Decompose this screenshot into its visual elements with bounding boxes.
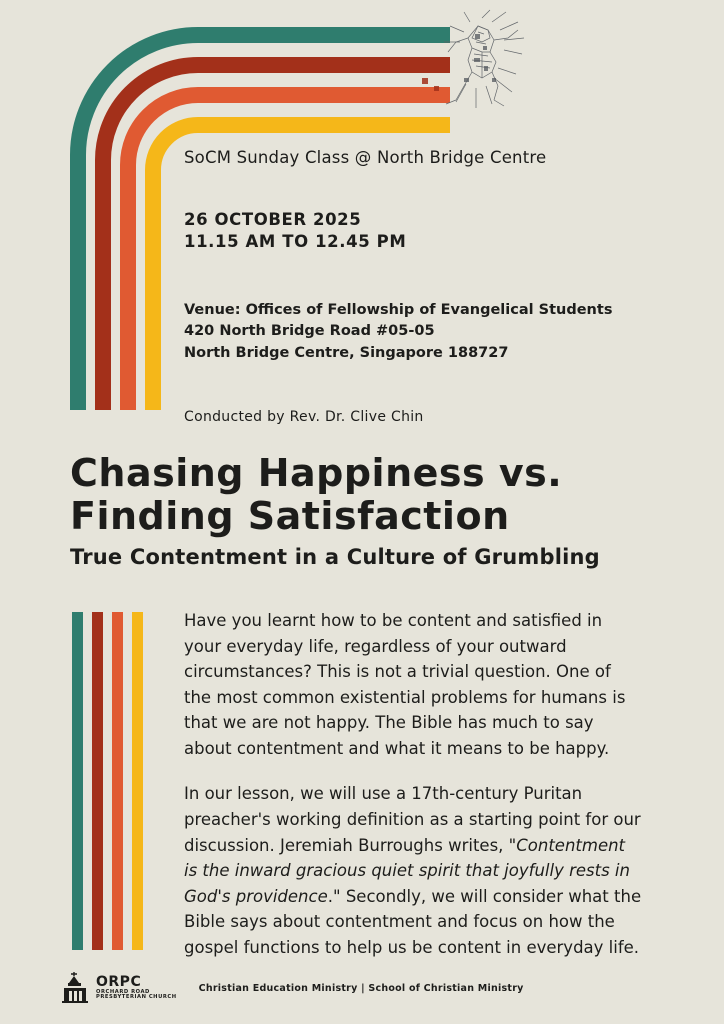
logo-name: ORPC xyxy=(96,974,142,991)
conductor-line: Conducted by Rev. Dr. Clive Chin xyxy=(184,408,424,425)
paragraph-2 xyxy=(184,781,642,960)
decorative-stripes xyxy=(72,612,143,950)
body-copy xyxy=(184,608,642,960)
stripe-teal xyxy=(72,612,83,950)
footer-note: Christian Education Ministry | School of Christian Ministry xyxy=(198,982,524,994)
event-details xyxy=(184,148,664,425)
venue-line-1: Venue: Offices of Fellowship of Evangelical Students xyxy=(184,301,613,318)
logo-subtitle-2: PRESBYTERIAN CHURCH xyxy=(96,994,177,1001)
logo-subtitle-1: ORCHARD ROAD xyxy=(96,988,150,995)
class-line: SoCM Sunday Class @ North Bridge Centre xyxy=(184,148,547,167)
paragraph-2-part-1: In our lesson, we will use a 17th-century Puritan preacher's working definition as a starting point for our discussion. Jeremiah Burroughs writes, " xyxy=(184,784,641,855)
church-logo-icon xyxy=(60,970,90,1006)
venue-block xyxy=(184,300,664,365)
stripe-yellow xyxy=(132,612,143,950)
logo-text xyxy=(96,975,177,1001)
title-block xyxy=(70,452,670,569)
runner-illustration xyxy=(420,8,540,128)
venue-line-2: 420 North Bridge Road #05-05 xyxy=(184,323,435,340)
footer xyxy=(60,970,524,1006)
event-date: 26 OCTOBER 2025 xyxy=(184,210,362,229)
page-subtitle: True Contentment in a Culture of Grumbling xyxy=(70,545,600,570)
title-line-2: Finding Satisfaction xyxy=(70,493,510,538)
burroughs-quote: Contentment is the inward gracious quiet spirit that joyfully rests in God's providence xyxy=(184,835,630,906)
paragraph-1: Have you learnt how to be content and satisfied in your everyday life, regardless of your outward circumstances? This is not a trivial question. One of the most common existential problems for humans is that we are not happy. The Bible has much to say about contentment and what it means to be happy. xyxy=(184,611,626,758)
title-line-1: Chasing Happiness vs. xyxy=(70,451,563,495)
page-title xyxy=(70,452,670,537)
event-time: 11.15 AM TO 12.45 PM xyxy=(184,232,407,252)
date-time xyxy=(184,209,664,254)
venue-line-3: North Bridge Centre, Singapore 188727 xyxy=(184,345,509,362)
stripe-orange-red xyxy=(112,612,123,950)
paragraph-2-part-2: ." Secondly, we will consider what the Bible says about contentment and focus on how the gospel functions to help us be content in everyday life. xyxy=(184,886,642,957)
stripe-dark-red xyxy=(92,612,103,950)
